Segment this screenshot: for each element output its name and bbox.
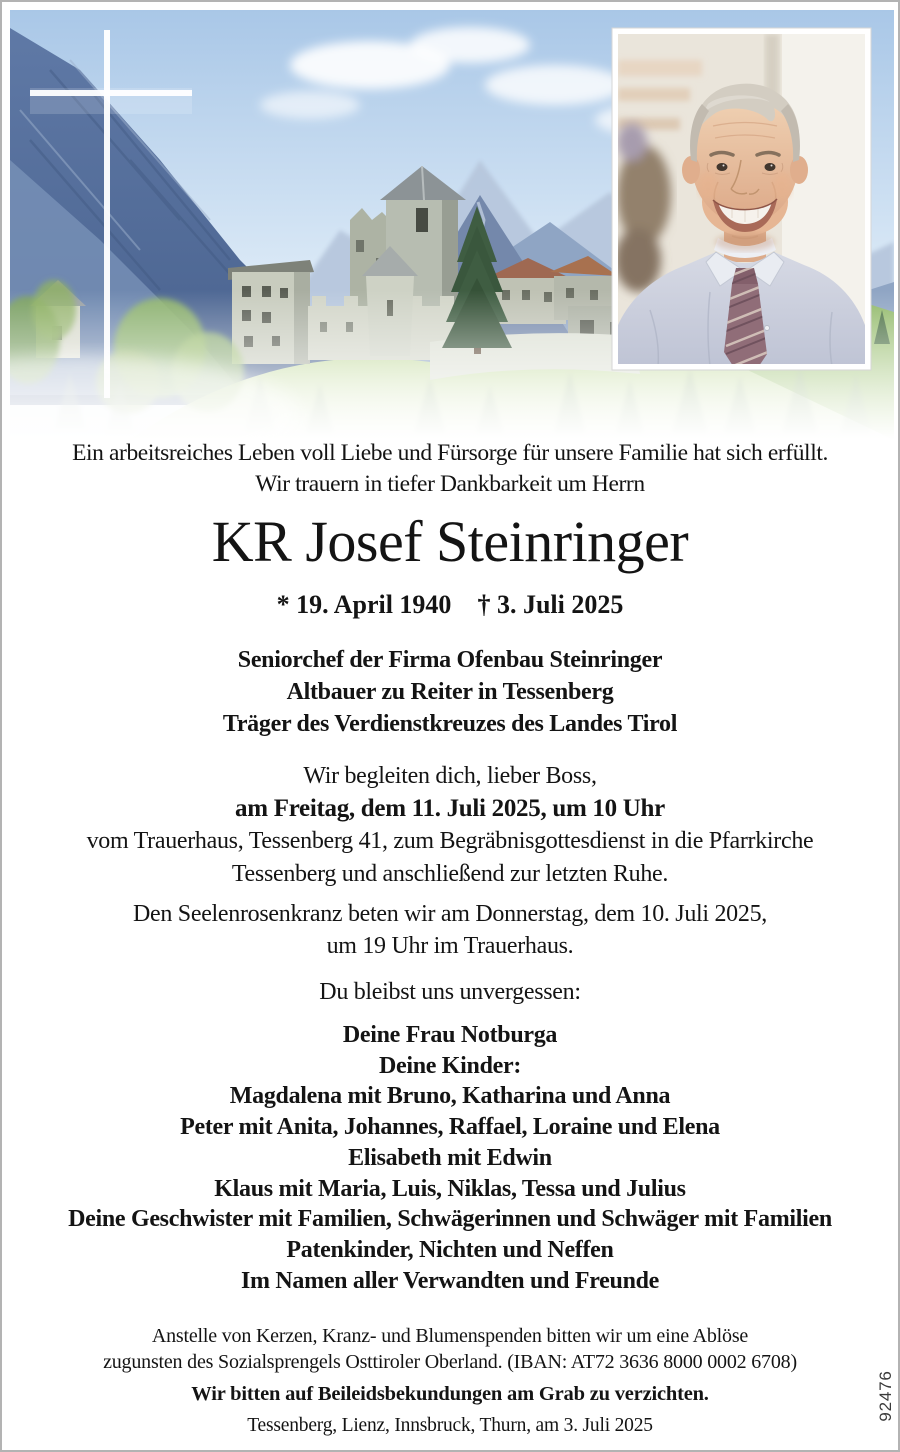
mourner-line: Deine Geschwister mit Familien, Schwägerinnen und Schwäger mit Familien <box>68 1206 832 1233</box>
deceased-name: KR Josef Steinringer <box>211 509 689 574</box>
intro-text <box>2 438 898 500</box>
title-line-2: Altbauer zu Reiter in Tessenberg <box>286 679 614 705</box>
reference-number: 92476 <box>876 1370 895 1422</box>
life-dates <box>2 588 898 622</box>
mourner-line: Deine Frau Notburga <box>342 1022 558 1048</box>
funeral-line-1: Wir begleiten dich, lieber Boss, <box>303 763 597 789</box>
mourners-list <box>2 1020 898 1296</box>
birth-date: * 19. April 1940 <box>276 590 452 619</box>
header-photo <box>10 10 894 440</box>
title-line-3: Träger des Verdienstkreuzes des Landes Tirol <box>222 711 678 737</box>
donation-line-2: zugunsten des Sozialsprengels Osttiroler Oberland. (IBAN: AT72 3636 8000 0002 6708) <box>103 1350 797 1373</box>
mourner-line: Im Namen aller Verwandten und Freunde <box>240 1267 660 1294</box>
mourner-line: Deine Kinder: <box>378 1052 522 1079</box>
mourner-line: Elisabeth mit Edwin <box>348 1144 552 1171</box>
intro-line-2: Wir trauern in tiefer Dankbarkeit um Herrn <box>255 471 645 497</box>
funeral-announcement <box>2 760 898 890</box>
rosary-line-2: um 19 Uhr im Trauerhaus. <box>326 933 574 959</box>
remembrance-line: Du bleibst uns unvergessen: <box>319 979 581 1005</box>
mourner-line: Klaus mit Maria, Luis, Niklas, Tessa und Julius <box>214 1175 686 1202</box>
intro-line-1: Ein arbeitsreiches Leben voll Liebe und Fürsorge für unsere Familie hat sich erfüllt. <box>72 440 828 466</box>
mourner-line: Magdalena mit Bruno, Katharina und Anna <box>229 1083 671 1110</box>
funeral-date-time: am Freitag, dem 11. Juli 2025, um 10 Uhr <box>235 794 665 822</box>
rosary-line-1: Den Seelenrosenkranz beten wir am Donnerstag, dem 10. Juli 2025, <box>133 901 767 927</box>
mourner-line: Peter mit Anita, Johannes, Raffael, Loraine und Elena <box>180 1114 720 1141</box>
death-date: † 3. Juli 2025 <box>477 590 624 619</box>
funeral-line-4: Tessenberg und anschließend zur letzten Ruhe. <box>231 860 669 887</box>
condolence-notice: Wir bitten auf Beileidsbekundungen am Grab zu verzichten. <box>191 1383 709 1405</box>
funeral-line-3: vom Trauerhaus, Tessenberg 41, zum Begräbnisgottesdienst in die Pfarrkirche <box>86 828 814 854</box>
rosary-announcement <box>2 898 898 962</box>
deceased-titles <box>2 644 898 740</box>
donation-notice <box>2 1324 898 1375</box>
mourner-line: Patenkinder, Nichten und Neffen <box>286 1236 614 1263</box>
donation-line-1: Anstelle von Kerzen, Kranz- und Blumenspenden bitten wir um eine Ablöse <box>151 1325 749 1347</box>
title-line-1: Seniorchef der Firma Ofenbau Steinringer <box>237 647 663 673</box>
place-dateline: Tessenberg, Lienz, Innsbruck, Thurn, am 3. Juli 2025 <box>247 1415 653 1436</box>
portrait-photo <box>612 28 871 370</box>
